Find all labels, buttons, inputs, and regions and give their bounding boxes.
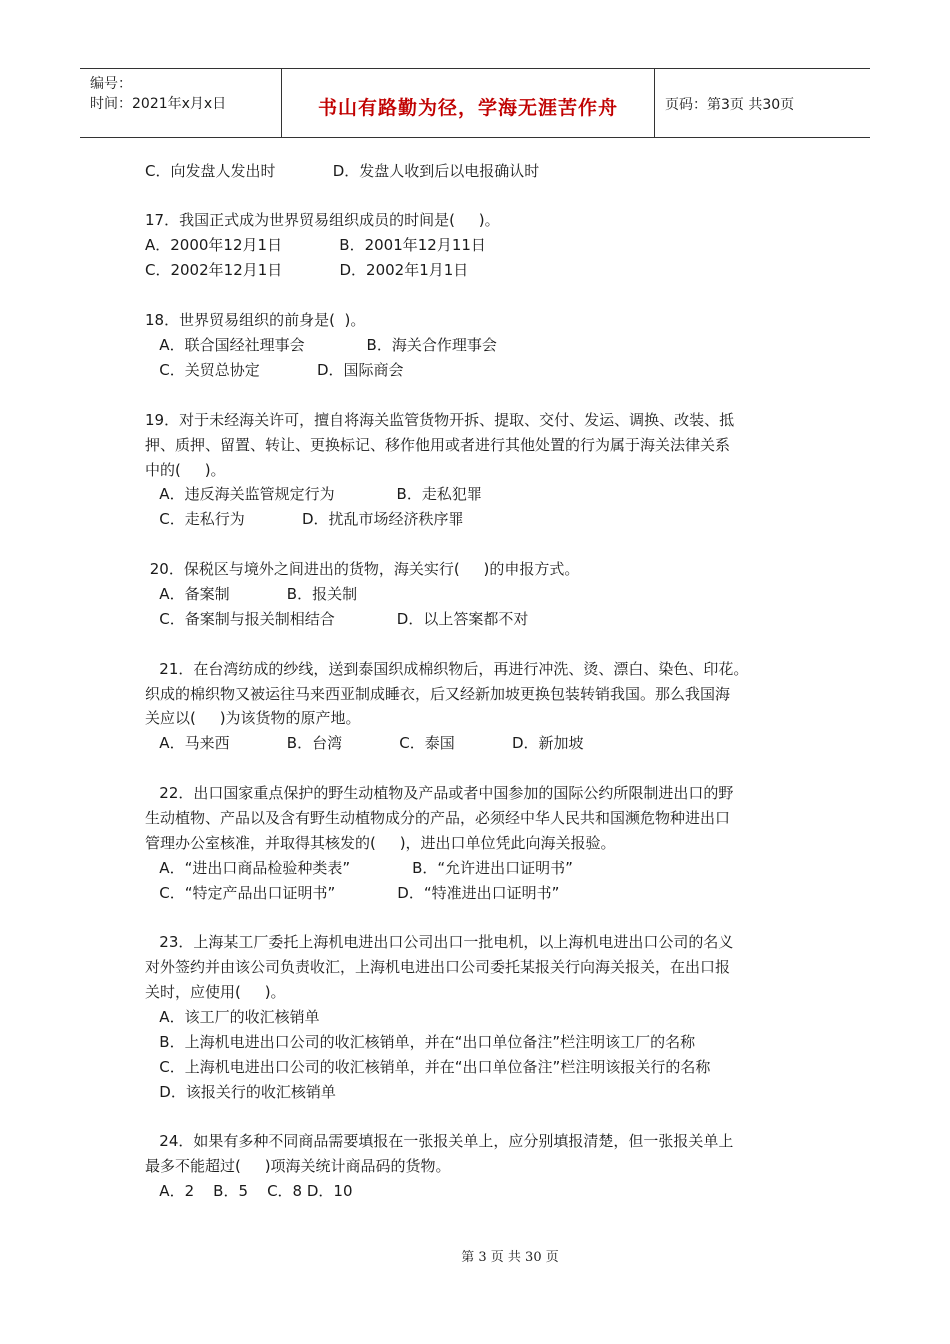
option-line: A．联合国经社理事会 B．海关合作理事会 [145, 336, 497, 354]
option-line: A．备案制 B．报关制 [145, 585, 358, 603]
question-18: 18．世界贸易组织的前身是( )。 [145, 311, 366, 329]
text-line: 最多不能超过( )项海关统计商品码的货物。 [145, 1157, 451, 1175]
header-motto: 书山有路勤为径，学海无涯苦作舟 [317, 97, 618, 119]
document-number: 编号： [90, 76, 132, 92]
text-line: 押、质押、留置、转让、更换标记、移作他用或者进行其他处置的行为属于海关法律关系 [145, 436, 731, 454]
option-line: A．2000年12月1日 B．2001年12月11日 [145, 236, 486, 254]
option-line: A．“进出口商品检验种类表” B．“允许进出口证明书” [145, 859, 573, 877]
question-23: 23．上海某工厂委托上海机电进出口公司出口一批电机，以上海机电进出口公司的名义 [145, 933, 734, 951]
option-line: C．关贸总协定 D．国际商会 [145, 361, 404, 379]
header-meta-cell [80, 69, 282, 137]
option-line: C．上海机电进出口公司的收汇核销单，并在“出口单位备注”栏注明该报关行的名称 [145, 1058, 711, 1076]
option-line: C．2002年12月1日 D．2002年1月1日 [145, 261, 469, 279]
option-line: C．“特定产品出口证明书” D．“特准进出口证明书” [145, 884, 560, 902]
text-line: 对外签约并由该公司负责收汇，上海机电进出口公司委托某报关行向海关报关，在出口报 [145, 958, 731, 976]
option-line: D．该报关行的收汇核销单 [145, 1083, 336, 1101]
question-22: 22．出口国家重点保护的野生动植物及产品或者中国参加的国际公约所限制进出口的野 [145, 784, 734, 802]
option-line: A．2 B．5 C．8 D．10 [145, 1182, 353, 1200]
text-line: 管理办公室核准，并取得其核发的( )，进出口单位凭此向海关报验。 [145, 834, 616, 852]
option-line: A．马来西 B．台湾 C．泰国 D．新加坡 [145, 734, 584, 752]
question-20: 20．保税区与境外之间进出的货物，海关实行( )的申报方式。 [145, 560, 580, 578]
option-line: C．走私行为 D．扰乱市场经济秩序罪 [145, 510, 464, 528]
text-line: C．向发盘人发出时 D．发盘人收到后以电报确认时 [145, 162, 540, 180]
option-line: A．该工厂的收汇核销单 [145, 1008, 320, 1026]
text-line: 关应以( )为该货物的原产地。 [145, 709, 361, 727]
header-motto-cell [282, 69, 655, 137]
page-footer: 第 3 页 共 30 页 [461, 1250, 559, 1265]
text-line: 中的( )。 [145, 461, 226, 479]
option-line: A．违反海关监管规定行为 B．走私犯罪 [145, 485, 482, 503]
page-header [80, 68, 870, 138]
header-page-cell [655, 69, 870, 137]
question-24: 24．如果有多种不同商品需要填报在一张报关单上，应分别填报清楚，但一张报关单上 [145, 1132, 734, 1150]
header-page-number: 页码：第3页 共30页 [665, 97, 795, 113]
text-line: 生动植物、产品以及含有野生动植物成分的产品，必须经中华人民共和国濒危物种进出口 [145, 809, 731, 827]
question-19: 19．对于未经海关许可，擅自将海关监管货物开拆、提取、交付、发运、调换、改装、抵 [145, 411, 735, 429]
document-time: 时间：2021年x月x日 [90, 96, 227, 112]
option-line: C．备案制与报关制相结合 D．以上答案都不对 [145, 610, 529, 628]
text-line: 关时，应使用( )。 [145, 983, 286, 1001]
question-21: 21．在台湾纺成的纱线，送到泰国织成棉织物后，再进行冲洗、烫、漂白、染色、印花。 [145, 660, 749, 678]
option-line: B．上海机电进出口公司的收汇核销单，并在“出口单位备注”栏注明该工厂的名称 [145, 1033, 696, 1051]
question-17: 17．我国正式成为世界贸易组织成员的时间是( )。 [145, 211, 500, 229]
text-line: 织成的棉织物又被运往马来西亚制成睡衣，后又经新加坡更换包装转销我国。那么我国海 [145, 685, 731, 703]
